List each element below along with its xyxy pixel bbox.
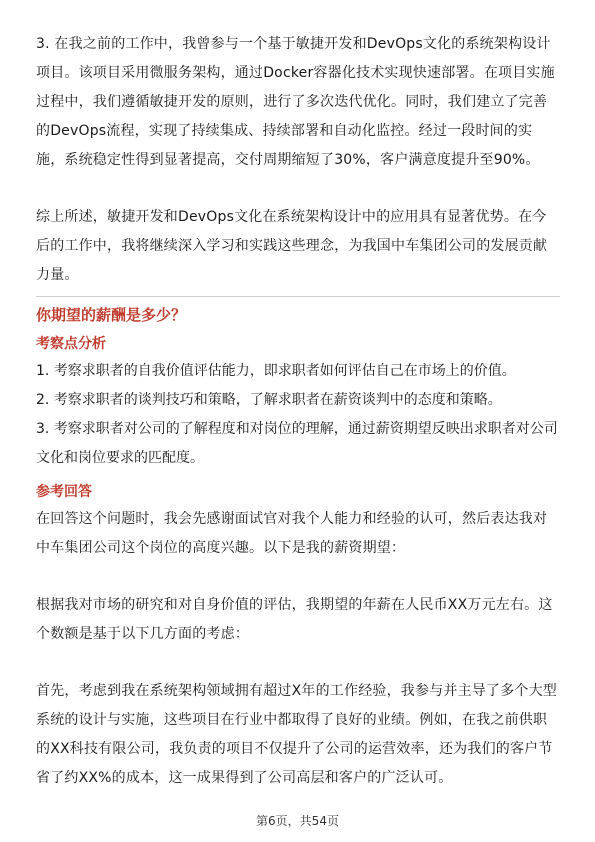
question-heading: 你期望的薪酬是多少？ [36,306,187,324]
section-divider [36,296,560,297]
analysis-title: 考察点分析 [36,336,106,352]
intro-paragraph-1: 3. 在我之前的工作中，我曾参与一个基于敏捷开发和DevOps文化的系统架构设计项目。该项目采用微服务架构，通过Docker容器化技术实现快速部署。在项目实施过程中，我们遵循敏捷开发的原则，进行了多次迭代优化。同时，我们建立了完善的DevOps流程，实现了持续集成、持续部署和自动化监控。经过一段时间的实施，系统稳定性得到显著提高，交付周期缩短了30%，客户满意度提升至90%。 [36,36,555,168]
document-page [36,30,560,793]
analysis-item-3: 3. 考察求职者对公司的了解程度和对岗位的理解，通过薪资期望反映出求职者对公司文化和岗位要求的匹配度。 [36,421,558,466]
answer-paragraph-2: 根据我对市场的研究和对自身价值的评估，我期望的年薪在人民币XX万元左右。这个数额是基于以下几方面的考虑： [36,597,553,642]
analysis-item-2: 2. 考察求职者的谈判技巧和策略，了解求职者在薪资谈判中的态度和策略。 [36,392,502,408]
answer-paragraph-1: 在回答这个问题时，我会先感谢面试官对我个人能力和经验的认可，然后表达我对中车集团公司这个岗位的高度兴趣。以下是我的薪资期望： [36,511,548,556]
answer-title: 参考回答 [36,484,92,500]
paragraph-gap [36,563,560,591]
answer-paragraph-3: 首先，考虑到我在系统架构领域拥有超过X年的工作经验，我参与并主导了多个大型系统的设计与实施，这些项目在行业中都取得了良好的业绩。例如，在我之前供职的XX科技有限公司，我负责的项目不仅提升了公司的运营效率，还为我们的客户节省了约XX%的成本，这一成果得到了公司高层和客户的广泛认可。 [36,683,557,786]
paragraph-gap [36,175,560,203]
page-footer: 第6页，共54页 [256,814,339,828]
paragraph-gap [36,649,560,677]
analysis-item-1: 1. 考察求职者的自我价值评估能力，即求职者如何评估自己在市场上的价值。 [36,363,516,379]
intro-paragraph-2: 综上所述，敏捷开发和DevOps文化在系统架构设计中的应用具有显著优势。在今后的工作中，我将继续深入学习和实践这些理念，为我国中车集团公司的发展贡献力量。 [36,209,548,283]
